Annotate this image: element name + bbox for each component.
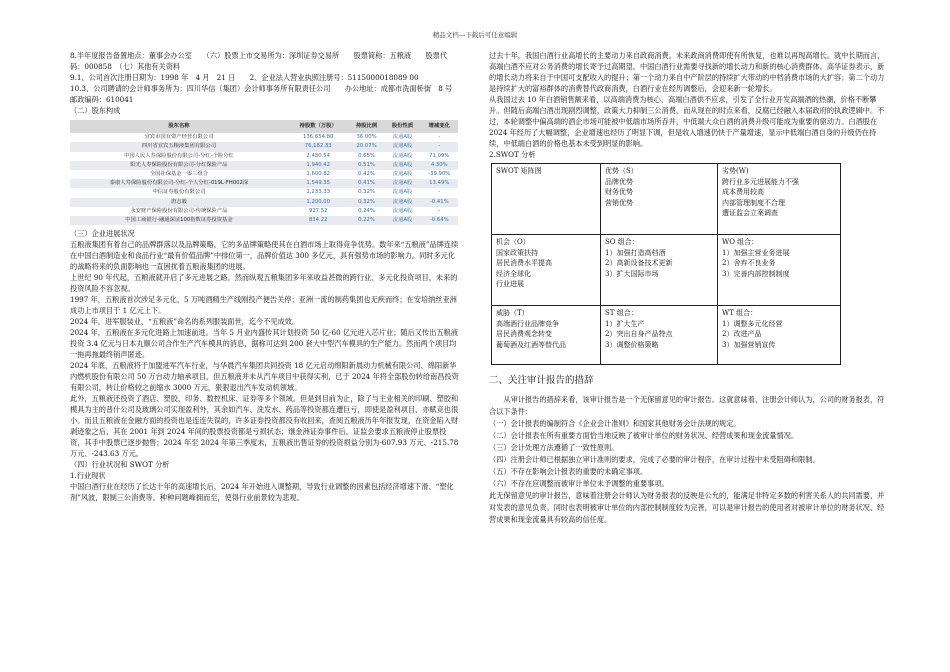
table-cell: 流通A股 (385, 161, 421, 170)
table-row (70, 161, 458, 170)
table-cell: - (438, 207, 441, 214)
swot-heading: 2.SWOT 分析 (489, 150, 536, 159)
table-cell: 流通A股 (392, 189, 413, 196)
table-cell: 0.32% (358, 189, 375, 196)
table-header-row (70, 120, 458, 133)
shareholder-name-cell: 宜宾市国有资产经营有限公司 (144, 134, 214, 141)
body-paragraph: 2024 年，五粮液在多元化进路上加速前进。当年 5 月业内盛传其计划投资 50 亿-60 亿元进入芯片业；随后又传出五粮液投资 3.4 亿元与日本丸顺公司合作生产汽车模具的消息，据称可达到 200 套大中型汽车模具的生产能力。然而两个项目均一拖再拖最终销声匿迹。 (70, 328, 458, 360)
table-cell: 0.22% (349, 216, 385, 225)
industry-para-2: 从我国过去 10 年白酒销售额来看，以高端消费为核心，高端白酒供不应求，引发了全行业开发高端酒的热潮，价格不断攀升。但随后高端白酒出现剧烈调整，政策大力抑制三公消费，而从现在的时点来看，反腐已经融入本届政府的执政逻辑中。不过，本轮调整中偏高端的酒企市场可能被中低端市场所吞并，中低端大众白酒的消费升级可能成为重要的驱动力。白酒股在 2024 年经历了大幅调整，企业增速也经历了明显下调，但是收入增速仍快于产量增速，显示中低端白酒自身的升级仍在持续，中低端白酒的价格也基本未受到明显的影响。 (489, 95, 885, 148)
col-header: 增减变化 (421, 120, 458, 133)
shareholder-name-cell: 永安财产保险股份有限公司-传统保险产品 (130, 207, 228, 214)
body-paragraph: 五粮液集团有着自己的品牌群落以及品牌策略，它的多品牌策略使其在白酒市场上取得竞争优势。数年来“五粮液”品牌连续在中国白酒制造业和食品行业“最有价值品牌”中排位第一，品牌价值达 300 多亿元，具有强势市场的影响力。同时多元化的战略将来的负面影响也一直困扰着五粮液集团的进展。 (70, 240, 459, 272)
table-row (70, 142, 458, 151)
shareholder-name-cell: 泰康人寿保险股份有限公司-分红-个人分红-019L-FH002深 (70, 179, 288, 188)
shareholder-name-cell: 中国工商银行-融通深证100指数证券投资基金 (70, 216, 288, 225)
table-cell: -0.64% (421, 216, 458, 225)
right-column (489, 50, 887, 526)
table-row (70, 152, 458, 161)
table-row (70, 133, 458, 142)
table-cell: 1,233.33 (306, 189, 331, 196)
report-paragraph: 此无保留意见的审计报告，意味着注册会计师认为财务报表的反映是公允的，能满足非特定多数的利害关系人的共同需要，并对发表的意见负责。同时也表明被审计单位的内部控制制度较为完善，可以是审计报告的使用者对被审计单位的财务状况、经营成果和现金流量具有较高的信任度。 (489, 491, 885, 524)
left-body-text (70, 228, 460, 503)
table-cell: 0.65% (358, 152, 375, 159)
table-cell: 1,549.35 (288, 179, 349, 188)
body-paragraph: 1.行业现状 (70, 471, 106, 481)
table-cell: - (438, 189, 441, 196)
table-cell: 0.41% (349, 179, 385, 188)
section-heading: 二、关注审计报告的措辞 (489, 375, 594, 386)
table-cell: 1,200.00 (288, 198, 349, 207)
intro-line-3: 10.3、公司聘请的会计师事务所为：四川华信（集团）会计师事务所有限责任公司 办公地址：成都市洗面桥街 8 号 邮政编码：610041 (70, 84, 467, 104)
table-cell: 834.22 (288, 216, 349, 225)
industry-para-1: 过去十年，我国白酒行业高增长的主要动力来自政商消费。未来政商消费即使有所恢复，也难以再现高增长。就中长期而言，高端白酒不应对公务消费的增长寄予过高期望。中国白酒行业需要寻找新的增长动力和新的核心消费群体。高华证券表示，新的增长动力将来自于中国可支配收入的提升；第一个动力来自中产阶层的持续扩大带动的中档消费市场的大扩容；第二个动力是持续扩大的富裕群体的消费替代政商消费，白酒行业在经历调整后，会迎来新一轮增长。 (489, 51, 885, 93)
table-cell: 927.52 (308, 207, 328, 214)
table-cell: -0.41% (421, 198, 458, 207)
swot-cell: 劣势(W) 跨行业多元进展能力不强 成本费用较高 内部管理制度不合理 遭证监会立案调查 (718, 164, 841, 235)
col-header: 股份性质 (385, 120, 421, 133)
body-paragraph: 2024 年底，五粮液将于加盟进军汽车行业，与华晨汽车集团共同投资 18 亿元启动绵阳新晨动力机械有限公司、绵阳新华内燃机股份有限公司 50 万台动力轴承项目，但五粮液并未从汽车项目中获得实利，已于 2024 年将全部股份转给南昌投资有限公司，转让价格较之前缩水 3000 万元，狠狠退出汽车发动机领域。 (70, 361, 459, 393)
table-cell: 流通A股 (385, 198, 421, 207)
swot-cell: 机会（O） 国家政策扶持 居民消费水平提高 经济全球化 行业进展 (492, 235, 601, 306)
table-row (70, 198, 458, 207)
table-cell: 流通A股 (392, 171, 413, 178)
page-header: 精品文档---下载后可任意编辑 (432, 31, 518, 39)
col-header: 持股比例 (349, 120, 385, 133)
shareholder-name-cell: 唐志毅 (70, 198, 288, 207)
left-column (70, 50, 467, 503)
shareholder-name-cell: 阳光人寿保险股份有限公司-分红保险产品 (70, 161, 288, 170)
swot-cell: SWOT 矩阵图 (492, 164, 601, 235)
body-paragraph: 中国白酒行业在经历了长达十年的高速增长后，2024 年开始进入调整期，导致行业调整的因素包括经济增速下滑、“塑化剂”风波，限制三公消费等。种种问题峰拥而至，使得行业前景较为悲观。 (70, 482, 454, 503)
table-cell: 流通A股 (385, 179, 421, 188)
table-cell: 1,940.42 (288, 161, 349, 170)
audit-report-text (489, 394, 887, 526)
table-body (70, 133, 458, 225)
body-paragraph: 此外，五粮液还投资了酒店、塑胶、印务、数控机床、证券等多个领域。但是到目前为止，除了与主业相关的印刷、塑胶和模具为主的普什公司及玻璃公司实现盈利外，其余如汽车、洗发水、药品等投资都连遭巨亏，即使是盈利项目，亦赋竞也很小。而且五粮液在金融方面的投资也是连连失误的，许多证券投资都没有收回来，查阅五粮液历年年报发现，在资金陷入财剥迹象之后，其在 2001 年到 2024 年间的股票投资都是亏损状态；继金洲证券事件后，证监会要求五粮液停止股票投资，其手中股票已逐步抛售；2024 年至 2024 年第三季度末，五粮液出售证券的投资损益分别为-607.93 万元、-215.78 万元、-243.63 万元。 (70, 394, 459, 459)
table-row (70, 188, 458, 197)
report-paragraph: （一）会计报表的编制符合《企业会计准则》和国家其他财务会计法规的规定。 (489, 419, 741, 428)
table-row (70, 179, 458, 188)
col-header: 股东名称 (70, 120, 288, 133)
table-cell: 36.00% (356, 134, 377, 141)
swot-cell: 威胁（T） 高端酒行业品牌竞争 居民消费观念转变 葡萄酒及红酒等替代品 (492, 306, 601, 365)
swot-row (492, 306, 841, 365)
table-cell: 20.07% (349, 142, 385, 151)
table-cell: 流通A股 (392, 152, 413, 159)
table-cell: - (438, 134, 441, 141)
report-paragraph: （六）不存在应调整而被审计单位未予调整的重要事项。 (489, 479, 669, 488)
col-header: 持股数（万股） (288, 120, 349, 133)
table-cell: 流通A股 (385, 216, 421, 225)
table-cell: 136,654.80 (303, 134, 334, 141)
swot-cell: ST 组合： 1）扩大生产 2）突出自身产品特点 3）调整价格策略 (601, 306, 718, 365)
table-row (70, 207, 458, 216)
table-cell: 71.09% (429, 152, 450, 159)
table-cell: - (421, 142, 458, 151)
table-cell: 0.42% (358, 171, 375, 178)
table-cell: 0.51% (349, 161, 385, 170)
swot-row (492, 164, 841, 235)
report-paragraph: （四）注册会计师已根据独立审计准则的要求，完成了必要的审计程序，在审计过程中未受阻碍和限制。 (489, 455, 820, 464)
swot-cell: SO 组合： 1）加强打造高档酒 2）高新设备技术更新 3）扩大国际市场 (601, 235, 718, 306)
table-cell: 13.49% (421, 179, 458, 188)
table-row (70, 216, 458, 225)
body-paragraph: 上世纪 90 年代起，五粮液就开启了多元进展之路。然而纵观五粮集团多年来收益甚微的跨行业、多元化投资项目，未来的投资风险不容忽视。 (70, 273, 458, 294)
shareholder-name-cell: 全国社保基金一零三组合 (149, 171, 209, 178)
table-cell: 1,600.82 (306, 171, 331, 178)
intro-line-1: 8.半年度报告备置地点：董事会办公室 （六）股票上市交易所为：深圳证券交易所 股票简称：五粮液 股票代码：000858 （七）其他有关资料 (70, 51, 448, 71)
body-paragraph: （四）行业状况和 SWOT 分析 (70, 460, 170, 470)
shareholder-table (70, 120, 458, 225)
report-paragraph: （五）不存在影响会计报表的重要的未确定事项。 (489, 467, 648, 476)
shareholder-heading: （二）股东构成 (70, 106, 121, 115)
report-paragraph: 从审计报告的措辞来看，该审计报告是一个无保留意见的审计报告。这就意味着，注册会计师认为，公司的财务报表，符合以下条件： (489, 395, 885, 416)
table-cell: 流通A股 (392, 207, 413, 214)
swot-cell: 优势（S） 品牌优势 财务优势 营销优势 (601, 164, 718, 235)
table-cell: 流通A股 (385, 142, 421, 151)
body-paragraph: （三）企业进展状况 (70, 229, 135, 239)
swot-cell: WO 组合： 1）加强主营业务进展 2）舍弃不良业务 3）完善内部控制制度 (718, 235, 841, 306)
table-cell: 流通A股 (392, 134, 413, 141)
shareholder-name-cell: 四川省宜宾五粮液集团有限公司 (70, 142, 288, 151)
table-cell: 2,480.54 (306, 152, 331, 159)
report-paragraph: （二）会计报表在所有重要方面恰当地反映了被审计单位的财务状况、经营成果和现金流量情况。 (489, 431, 799, 440)
report-paragraph: （三）会计处理方法遵循了一致性原则。 (489, 443, 619, 452)
shareholder-name-cell: 中信证券股份有限公司 (152, 189, 206, 196)
table-cell: 0.32% (349, 198, 385, 207)
body-paragraph: 1997 年，五粮液首次涉足多元化，5 万吨酒精生产线刚投产便告关停；亚洲一流的制药集团也无疾而终；在安培纳丝亚洲成功上市项目于 1 亿元上下。 (70, 295, 457, 316)
swot-cell: WT 组合： 1）调整多元化经营 2）改进产品 3）加强营销宣传 (718, 306, 841, 365)
table-cell: -39.90% (428, 171, 451, 178)
shareholder-name-cell: 中国人民人寿保险股份有限公司-分红-个险分红 (124, 152, 234, 159)
swot-row (492, 235, 841, 306)
table-cell: 76,182.33 (288, 142, 349, 151)
table-cell: 4.30% (421, 161, 458, 170)
table-cell: 0.24% (358, 207, 375, 214)
intro-line-2: 9.1、公司首次注册日期为：1998 年 4 月 21 日 2、企业法人营业执照注册号：5115000018089 00 (70, 73, 419, 82)
swot-table (491, 163, 841, 365)
table-row (70, 170, 458, 179)
body-paragraph: 2024 年，进军服装业，“五粮液”命名的系列服装面世，迄今不见成效。 (70, 317, 300, 327)
